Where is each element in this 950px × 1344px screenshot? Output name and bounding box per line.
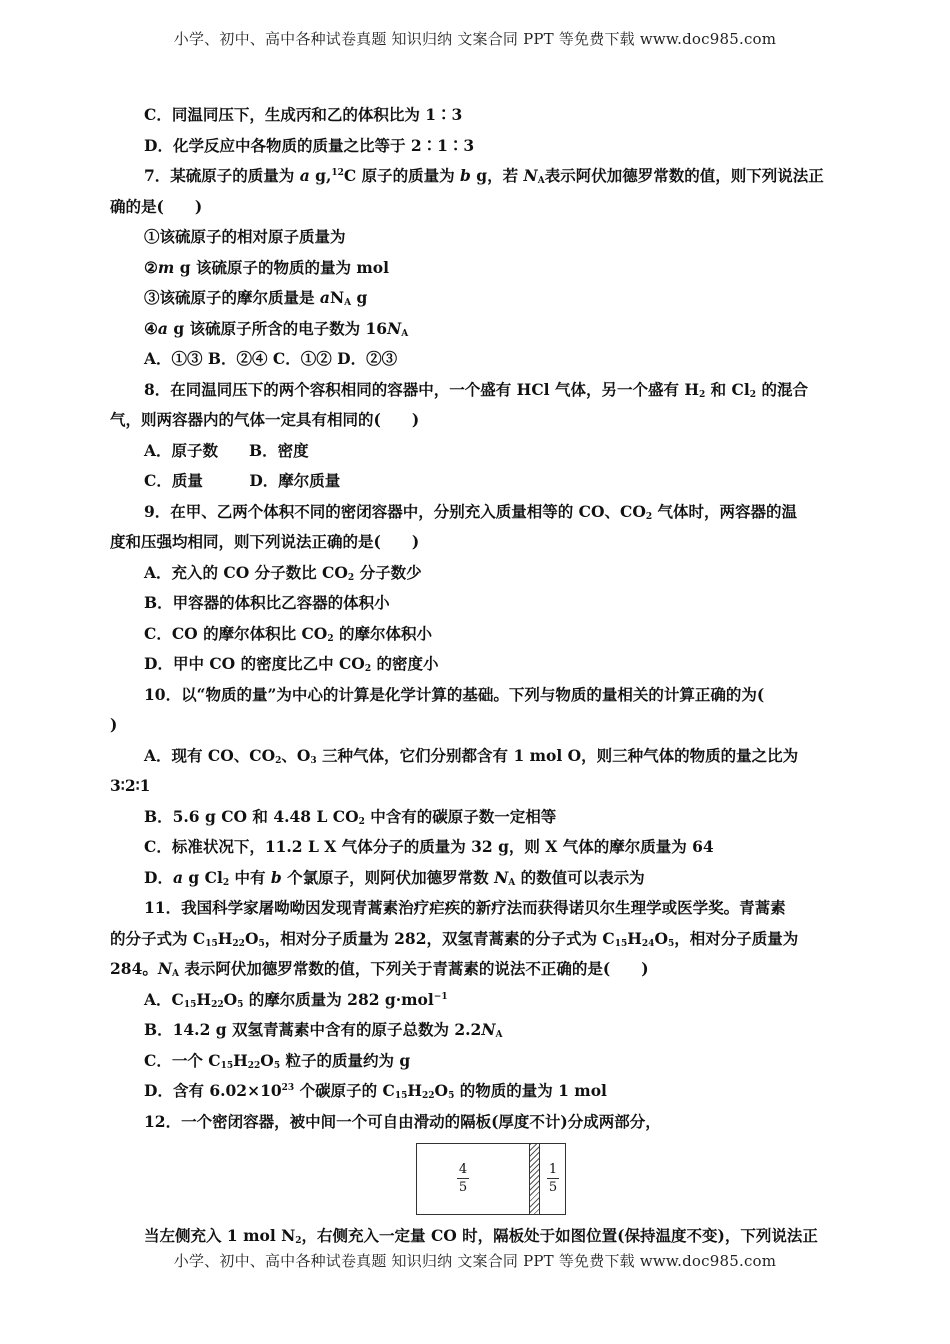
q9-option-c: C．CO 的摩尔体积比 $CO_2$ 的摩尔体积小 xyxy=(144,623,432,644)
q8-stem: 8．在同温同压下的两个容积相同的容器中，一个盛有 HCl 气体，另一个盛有 $H_2$ 和 $Cl_2$ 的混合 xyxy=(144,379,808,400)
q7-statement-3: ③该硫原子的摩尔质量是 $aN_A$ g xyxy=(144,288,368,308)
q7-stem: 7．某硫原子的质量为 a g,$^{12}$C 原子的质量为 b g，若 $N_A$表示阿伏加德罗常数的值，则下列说法正 xyxy=(144,166,824,186)
q11-stem-cont-2: 284。$N_A$ 表示阿伏加德罗常数的值，下列关于青蒿素的说法不正确的是( ) xyxy=(110,959,649,979)
q7-statement-2: ②m g 该硫原子的物质的量为 mol xyxy=(144,257,389,277)
q11-stem-cont-1: 的分子式为 $C_{15}H_{22}O_5$，相对分子质量为 282，双氢青蒿素的分子式为 $C_{15}H_{24}O_5$，相对分子质量为 xyxy=(110,928,799,949)
page-footer: 小学、初中、高中各种试卷真题 知识归纳 文案合同 PPT 等免费下载 www.doc985.com xyxy=(173,1252,777,1270)
q8-stem-cont: 气，则两容器内的气体一定具有相同的( ) xyxy=(110,410,420,429)
q11-stem: 11．我国科学家屠呦呦因发现青蒿素治疗疟疾的新疗法而获得诺贝尔生理学或医学奖。青蒿素 xyxy=(144,898,786,917)
document-body xyxy=(110,100,842,1252)
q7-statement-4: ④a g 该硫原子所含的电子数为 $16N_A$ xyxy=(144,318,409,339)
fraction-bar xyxy=(457,1178,469,1179)
right-fraction xyxy=(547,1162,559,1195)
q11-option-d: D．含有 $6.02\times 10^{23}$ 个碳原子的 $C_{15}H_{22}O_5$ 的物质的量为 1 mol xyxy=(144,1081,607,1101)
q6-option-d: D．化学反应中各物质的质量之比等于 2∶1∶3 xyxy=(144,135,475,155)
q6-option-c: C．同温同压下，生成丙和乙的体积比为 1∶3 xyxy=(144,105,463,124)
right-numerator: 1 xyxy=(548,1162,558,1177)
q11-option-b: B．14.2 g 双氢青蒿素中含有的原子总数为 $2.2N_A$ xyxy=(144,1020,503,1040)
left-numerator: 4 xyxy=(458,1162,468,1177)
q10-option-c: C．标准状况下，11.2 L X 气体分子的质量为 32 g，则 X 气体的摩尔质量为 64 xyxy=(144,837,714,856)
sliding-partition xyxy=(529,1144,540,1214)
q9-option-d: D．甲中 CO 的密度比乙中 $CO_2$ 的密度小 xyxy=(144,654,439,674)
q10-option-d: D．a g $Cl_2$ 中有 b 个氯原子，则阿伏加德罗常数 $N_A$ 的数值可以表示为 xyxy=(144,867,645,888)
q12-stem-cont: 当左侧充入 1 mol $N_2$，右侧充入一定量 CO 时，隔板处于如图位置(保持温度不变)，下列说法正 xyxy=(144,1226,818,1246)
right-denominator: 5 xyxy=(548,1180,558,1195)
q10-option-b: B．5.6 g CO 和 4.48 L $CO_2$ 中含有的碳原子数一定相等 xyxy=(144,806,557,827)
q12-stem: 12．一个密闭容器，被中间一个可自由滑动的隔板(厚度不计)分成两部分， xyxy=(144,1111,661,1131)
q9-stem: 9．在甲、乙两个体积不同的密闭容器中，分别充入质量相等的 CO、$CO_2$ 气体时，两容器的温 xyxy=(144,501,798,522)
q12-diagram-area xyxy=(110,1137,842,1221)
q10-stem: 10．以“物质的量”为中心的计算是化学计算的基础。下列与物质的量相关的计算正确的为( xyxy=(144,684,765,704)
container-diagram xyxy=(416,1143,566,1215)
q10-option-a-cont: 3∶2∶1 xyxy=(110,776,151,795)
fraction-bar xyxy=(547,1178,559,1179)
left-denominator: 5 xyxy=(458,1180,468,1195)
page-header: 小学、初中、高中各种试卷真题 知识归纳 文案合同 PPT 等免费下载 www.doc985.com xyxy=(173,30,777,48)
q7-options: A．①③ B．②④ C．①② D．②③ xyxy=(144,349,398,368)
q9-option-a: A．充入的 CO 分子数比 $CO_2$ 分子数少 xyxy=(144,562,422,583)
q11-option-a: A．$C_{15}H_{22}O_5$ 的摩尔质量为 282 g·mol$^{-1}$ xyxy=(144,989,448,1010)
q8-options-ab: A．原子数 B．密度 xyxy=(144,440,309,460)
q10-option-a: A．现有 CO、$CO_2$、$O_3$ 三种气体，它们分别都含有 1 mol O，则三种气体的物质的量之比为 xyxy=(144,745,799,766)
q7-statement-1: ①该硫原子的相对原子质量为 xyxy=(144,227,346,246)
q8-options-cd: C．质量 D．摩尔质量 xyxy=(144,471,341,490)
left-fraction xyxy=(457,1162,469,1195)
q9-option-b: B．甲容器的体积比乙容器的体积小 xyxy=(144,593,390,612)
q7-stem-cont: 确的是( ) xyxy=(110,196,203,216)
q9-stem-cont: 度和压强均相同，则下列说法正确的是( ) xyxy=(110,532,420,551)
q10-stem-cont: ) xyxy=(110,715,118,734)
q11-option-c: C．一个 $C_{15}H_{22}O_5$ 粒子的质量约为 g xyxy=(144,1050,411,1071)
